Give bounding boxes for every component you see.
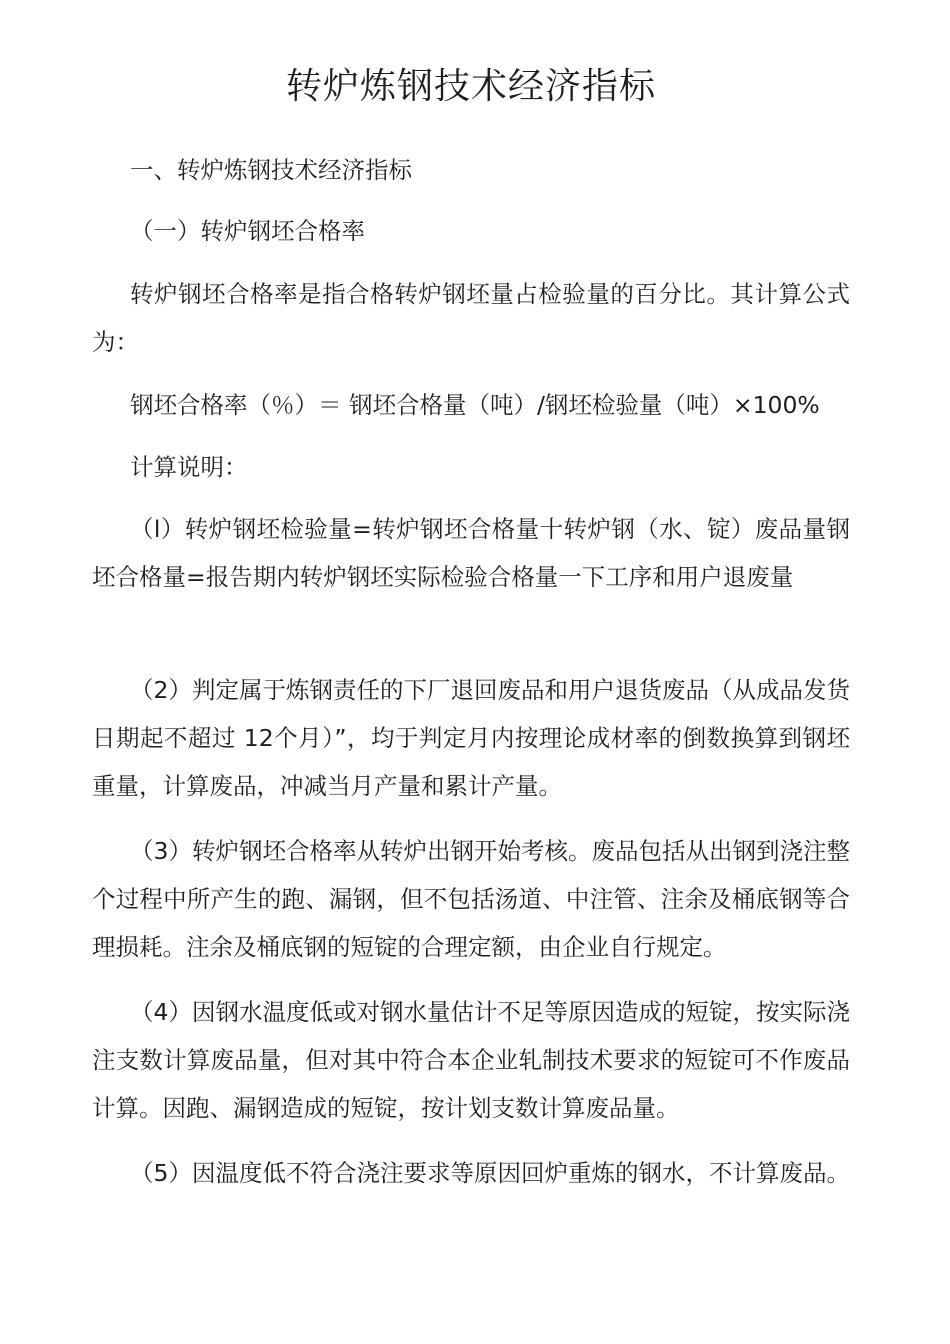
note-paragraph-1: （l）转炉钢坯检验量=转炉钢坯合格量十转炉钢（水、锭）废品量钢坯合格量=报告期内转炉钢坯实际检验合格量一下工序和用户退废量 [92, 515, 850, 591]
definition-paragraph: 转炉钢坯合格率是指合格转炉钢坯量占检验量的百分比。其计算公式为： [92, 280, 850, 356]
note-paragraph-4: （4）因钢水温度低或对钢水量估计不足等原因造成的短锭，按实际浇注支数计算废品量，但对其中符合本企业轧制技术要求的短锭可不作废品计算。因跑、漏钢造成的短锭，按计划支数计算废品量。 [92, 998, 850, 1122]
formula-line: 钢坯合格率（％）＝ 钢坯合格量（吨）/钢坯检验量（吨）×100% [130, 391, 820, 419]
note-paragraph-2: （2）判定属于炼钢责任的下厂退回废品和用户退货废品（从成品发货日期起不超过 12个月）”，均于判定月内按理论成材率的倒数换算到钢坯重量，计算废品，冲减当月产量和累计产量。 [92, 676, 850, 800]
note-paragraph-3: （3）转炉钢坯合格率从转炉出钢开始考核。废品包括从出钢到浇注整个过程中所产生的跑、漏钢，但不包括汤道、中注管、注余及桶底钢等合理损耗。注余及桶底钢的短锭的合理定额，由企业自行规定。 [92, 837, 850, 961]
section-heading: 一、转炉炼钢技术经济指标 [130, 156, 412, 184]
note-paragraph-5: （5）因温度低不符合浇注要求等原因回炉重炼的钢水，不计算废品。 [130, 1159, 850, 1187]
subsection-heading: （一）转炉钢坯合格率 [130, 217, 365, 245]
calculation-notes-label: 计算说明： [130, 453, 248, 481]
document-title: 转炉炼钢技术经济指标 [285, 66, 656, 107]
